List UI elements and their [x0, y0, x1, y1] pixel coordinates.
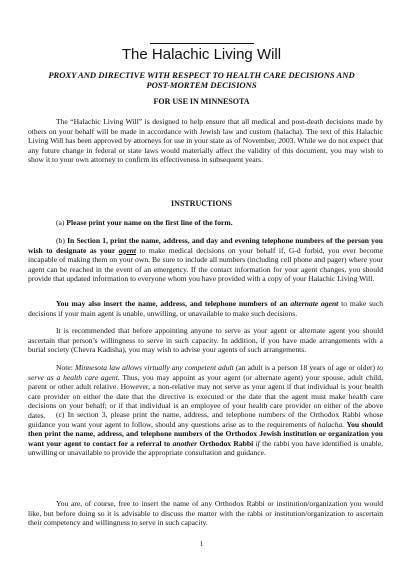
- note-italic-1: Minnesota law allows virtually any competent adult: [74, 363, 234, 372]
- title-rule: [150, 43, 254, 44]
- state-line: FOR USE IN MINNESOTA: [153, 97, 250, 106]
- instructions-heading: INSTRUCTIONS: [171, 199, 232, 208]
- instruction-b-prefix: (b): [56, 236, 68, 245]
- instruction-a: [28, 218, 383, 228]
- note-middle: (an adult is a person 18 years of age or older): [235, 363, 376, 372]
- instruction-a-prefix: (a): [56, 218, 67, 227]
- closing-paragraph: You are, of course, free to insert the name of any Orthodox Rabbi or institution/organization you would like, but before doing so it is advisable to discuss the matter with the rabbi or institution/organization to ascertain their competency and willingness to serve in such capacity.: [28, 499, 383, 528]
- instruction-b: [28, 236, 383, 284]
- instruction-b-agent: agent: [118, 245, 137, 255]
- intro-paragraph: The “Halachic Living Will” is designed to help ensure that all medical and post-death decisions made by others on your behalf will be made in accordance with Jewish law and custom (halacha). The text of this Halachic Living Will has been approved by attorneys for use in your state as of November, 2003. While we do not expect that any future change in federal or state laws would materially affect the validity of this document, you may wish to show it to your own attorney to confirm its effectiveness in subsequent years.: [28, 117, 383, 165]
- note-label: Note:: [56, 363, 73, 372]
- alternate-agent-term: alternate agent: [290, 299, 339, 308]
- instruction-c: [28, 410, 383, 458]
- instruction-b-bold: In Section 1, print the name, address, and day and evening telephone numbers of the person you wish to designate as your: [28, 236, 383, 255]
- instruction-c-halacha: halacha.: [317, 419, 345, 429]
- alternate-agent-rest: to make such decisions if your main agent is unable, unwilling, or unavailable to make such decisions.: [28, 299, 383, 318]
- document-subtitle: PROXY AND DIRECTIVE WITH RESPECT TO HEALTH CARE DECISIONS AND POST-MORTEM DECISIONS: [48, 70, 355, 90]
- instruction-c-rest: the rabbi you have identified is unable, unwilling or unavailable to provide the appropriate consultation and guidance.: [28, 438, 384, 458]
- note-rest: Thus, you may appoint as your agent (or alternate agent) your spouse, adult child, parent or other adult relative. However, a non-relative may not serve as your agent if that individual is your health care provider on either the date that the directive is executed or the date that the agent must make health care decisions on your behalf; or if that individual is an employee of your health care provider on either of the above dates.: [28, 372, 383, 420]
- instruction-b-rest: to make medical decisions on your behalf if, G-d forbid, you ever become incapable of making them on your own. Be sure to include all numbers (including cell phone and pager) where your agent can be reached in the event of an emergency. If the contact information for your agent changes, you should provide that updated information to everyone whom you have provided with a copy of your Halachic Living Will.: [28, 245, 383, 284]
- instruction-c-text: In section 3, please print the name, address, and telephone numbers of the Orthodox Rabbi whose guidance you want your agent to follow, should any questions arise as to the requirements of: [28, 410, 383, 429]
- instruction-c-bold-2: Orthodox Rabbi: [199, 438, 254, 448]
- document-title: The Halachic Living Will: [121, 46, 282, 63]
- page-number: 1: [199, 540, 204, 548]
- instruction-c-prefix: (c): [56, 410, 68, 419]
- instruction-a-text: Please print your name on the first line of the form.: [66, 218, 233, 227]
- alternate-agent-paragraph: [28, 299, 383, 318]
- alternate-agent-bold: You may also insert the name, address, and telephone numbers of an: [56, 299, 288, 308]
- instruction-c-another: another: [172, 438, 198, 448]
- recommendation-paragraph: It is recommended that before appointing anyone to serve as your agent or alternate agent you should ascertain that person’s willingness to serve in such capacity. In addition, if you have made arrangements with a burial society (Chevra Kadisha), you may wish to advise your agents of such arrangements.: [28, 326, 383, 355]
- instruction-c-if: if: [255, 438, 260, 448]
- instruction-c-bold: You should then print the name, address, and telephone numbers of the Orthodox Jewish institution or organization you want your agent to contact for a referral to: [28, 419, 383, 448]
- note-italic-2: to serve as a health care agent.: [28, 363, 384, 382]
